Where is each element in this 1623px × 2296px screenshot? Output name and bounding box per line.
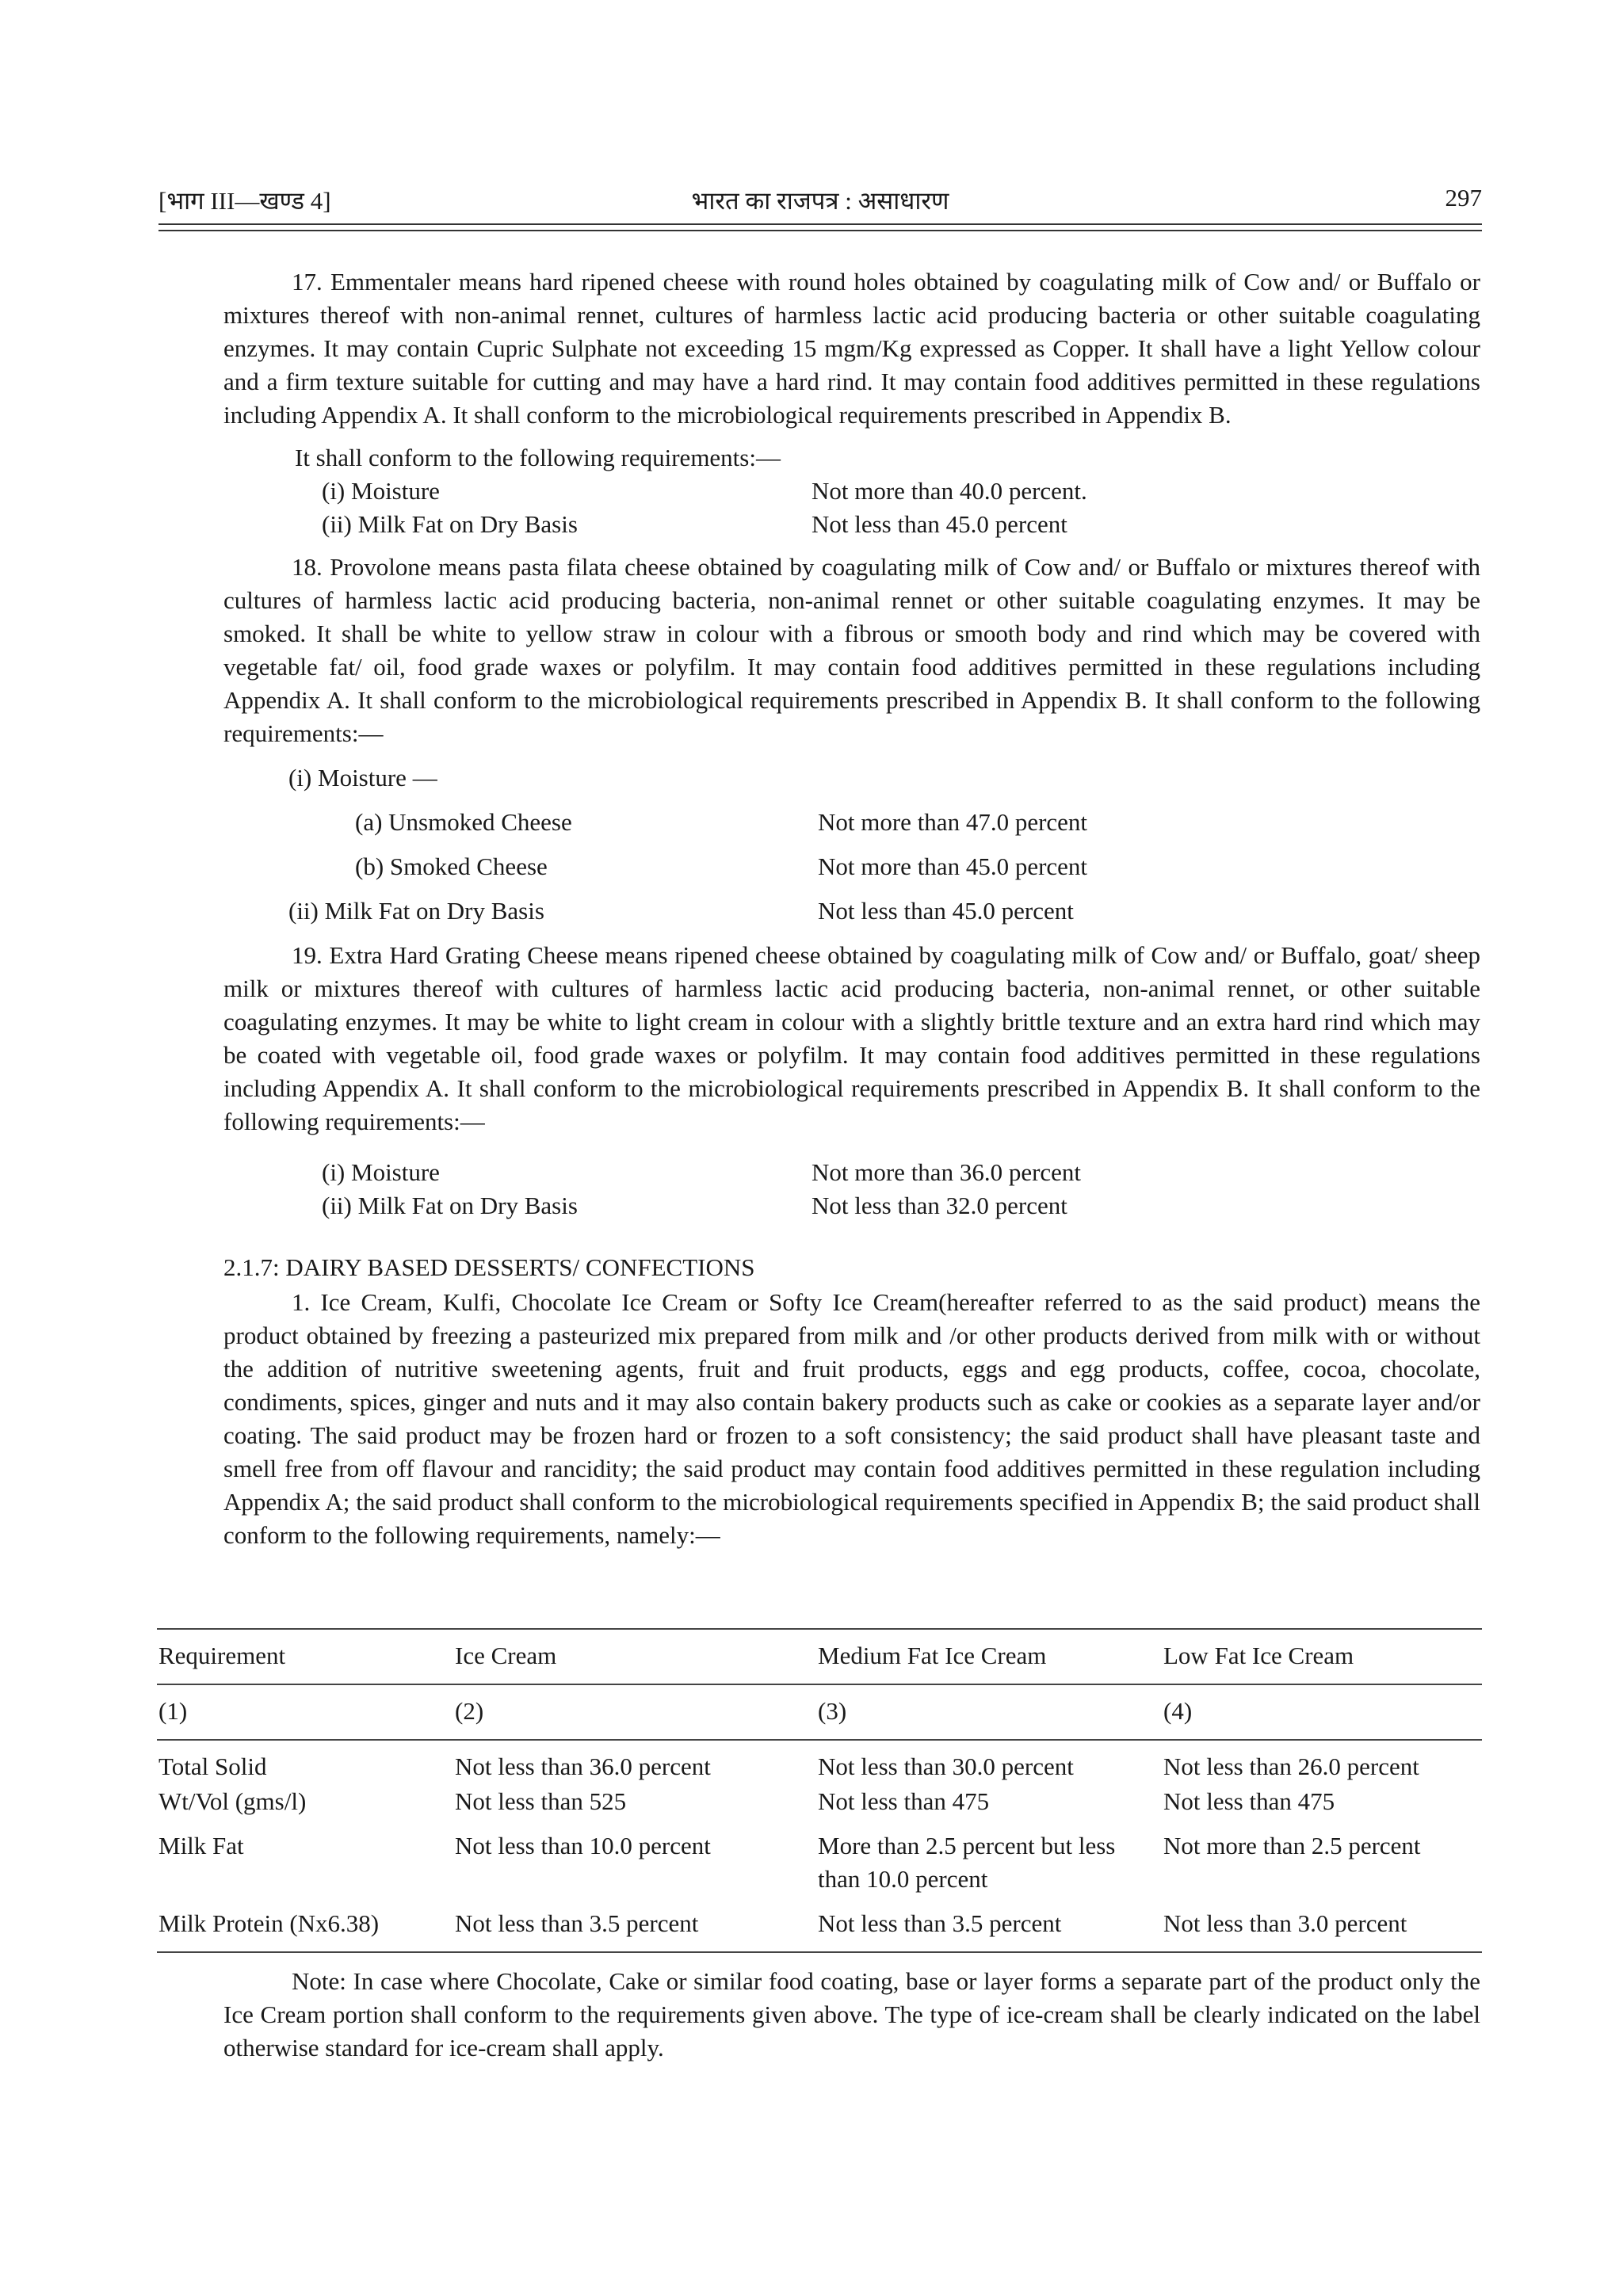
table-row — [157, 1785, 1482, 1829]
item-18-provolone: 18. Provolone means pasta filata cheese obtained by coagulating milk of Cow and/ or Buffalo or mixtures thereof with cultures of harmless lactic acid producing bacteria, non-animal rennet or other suitable coagulating enzymes. It may be smoked. It shall be white to yellow straw in colour with a fibrous or smooth body and rind which may be covered with vegetable fat/ oil, food grade waxes or polyfilm. It may contain food additives permitted in these regulations including Appendix A. It shall conform to the microbiological requirements prescribed in Appendix B. It shall conform to the following requirements:— — [223, 553, 1480, 747]
requirement-value: Not more than 40.0 percent. — [812, 477, 1087, 505]
table-header-row — [157, 1630, 1482, 1684]
requirement-name: (ii) Milk Fat on Dry Basis — [322, 510, 578, 538]
table-cell: Not less than 30.0 percent — [818, 1753, 1074, 1780]
section-heading: 2.1.7: DAIRY BASED DESSERTS/ CONFECTIONS — [223, 1253, 755, 1281]
table-cell: Not more than 2.5 percent — [1163, 1832, 1421, 1859]
table-cell: Milk Fat — [158, 1832, 244, 1859]
column-number: (3) — [818, 1697, 847, 1725]
table-row — [157, 1829, 1482, 1907]
column-header: Medium Fat Ice Cream — [818, 1642, 1047, 1669]
column-header: Low Fat Ice Cream — [1163, 1642, 1354, 1669]
column-number: (2) — [455, 1697, 484, 1725]
item-1-ice-cream: 1. Ice Cream, Kulfi, Chocolate Ice Cream or Softy Ice Cream(hereafter referred to as the said product) means the product obtained by freezing a pasteurized mix prepared from milk and /or other products derived from milk with or without the addition of nutritive sweetening agents, fruit and fruit products, eggs and egg products, coffee, cocoa, chocolate, condiments, spices, ginger and nuts and it may also contain bakery products such as cake or cookies as a separate layer and/or coating. The said product may be frozen hard or frozen to a soft consistency; the said product shall have pleasant taste and smell free from off flavour and rancidity; the said product may contain food additives permitted in these regulation including Appendix A; the said product shall conform to the microbiological requirements specified in Appendix B; the said product shall conform to the following requirements, namely:— — [223, 1288, 1480, 1549]
gazette-title: भारत का राजपत्र : असाधारण — [691, 187, 949, 215]
requirement-name: (ii) Milk Fat on Dry Basis — [288, 897, 544, 925]
note-block — [223, 1965, 1480, 2065]
table-cell: Not less than 525 — [455, 1787, 627, 1815]
item-17-intro-row — [223, 441, 1480, 475]
table-cell: More than 2.5 percent but less than 10.0 percent — [818, 1832, 1116, 1893]
table-cell: Not less than 3.5 percent — [818, 1909, 1062, 1937]
table-cell: Wt/Vol (gms/l) — [158, 1787, 307, 1815]
table-row — [157, 1741, 1482, 1785]
header-rule-bottom — [158, 230, 1482, 231]
requirement-row — [223, 508, 1480, 541]
requirement-name: (i) Moisture — [322, 1158, 440, 1186]
table-cell: Not less than 26.0 percent — [1163, 1753, 1419, 1780]
table-rule — [157, 1951, 1482, 1953]
table-cell: Milk Protein (Nx6.38) — [158, 1909, 380, 1937]
requirement-row — [223, 850, 1480, 894]
table-row — [157, 1907, 1482, 1951]
requirement-row — [223, 1156, 1480, 1189]
ice-cream-requirements-table — [157, 1628, 1482, 1953]
requirement-value: Not more than 45.0 percent — [818, 852, 1088, 880]
requirement-row — [223, 1189, 1480, 1222]
page-number: 297 — [1445, 184, 1482, 212]
requirement-name: (ii) Milk Fat on Dry Basis — [322, 1192, 578, 1219]
requirement-name: (b) Smoked Cheese — [355, 852, 548, 880]
requirement-row — [223, 806, 1480, 850]
requirement-name: (a) Unsmoked Cheese — [355, 808, 572, 836]
page-header — [158, 184, 1482, 223]
column-number: (1) — [158, 1697, 188, 1725]
requirement-value: Not less than 45.0 percent — [818, 897, 1074, 925]
column-number: (4) — [1163, 1697, 1193, 1725]
requirement-name: (i) Moisture — — [288, 764, 437, 791]
table-cell: Not less than 475 — [818, 1787, 990, 1815]
column-header: Ice Cream — [455, 1642, 557, 1669]
part-section-label: [भाग III—खण्ड 4] — [158, 187, 331, 215]
requirement-row — [223, 761, 1480, 806]
requirement-value: Not less than 45.0 percent — [812, 510, 1067, 538]
table-cell: Not less than 475 — [1163, 1787, 1335, 1815]
table-cell: Not less than 3.5 percent — [455, 1909, 699, 1937]
requirement-name: (i) Moisture — [322, 477, 440, 505]
column-header: Requirement — [158, 1642, 286, 1669]
table-cell: Not less than 3.0 percent — [1163, 1909, 1407, 1937]
table-cell: Not less than 10.0 percent — [455, 1832, 711, 1859]
requirement-value: Not less than 32.0 percent — [812, 1192, 1067, 1219]
requirement-value: Not more than 36.0 percent — [812, 1158, 1082, 1186]
note-text: Note: In case where Chocolate, Cake or similar food coating, base or layer forms a separate part of the product only the Ice Cream portion shall conform to the requirements given above. The type of ice-cream shall be clearly indicated on the label otherwise standard for ice-cream shall apply. — [223, 1967, 1480, 2061]
document-body — [223, 265, 1480, 1552]
table-cell: Total Solid — [158, 1753, 267, 1780]
requirement-row — [223, 894, 1480, 939]
table-number-row — [157, 1685, 1482, 1739]
item-19-extra-hard-grating-cheese: 19. Extra Hard Grating Cheese means ripened cheese obtained by coagulating milk of Cow and/ or Buffalo, goat/ sheep milk or mixtures thereof with cultures of harmless lactic acid producing bacteria, non-animal rennet, or other suitable coagulating enzymes. It may be white to light cream in colour with a slightly brittle texture and an extra hard rind which may be coated with vegetable oil, food grade waxes or polyfilm. It may contain food additives permitted in these regulations including Appendix A. It shall conform to the microbiological requirements prescribed in Appendix B. It shall conform to the following requirements:— — [223, 941, 1480, 1135]
item-17-emmentaler: 17. Emmentaler means hard ripened cheese with round holes obtained by coagulating milk of Cow and/ or Buffalo or mixtures thereof with non-animal rennet, cultures of harmless lactic acid producing bacteria or other suitable coagulating enzymes. It may contain Cupric Sulphate not exceeding 15 mgm/Kg expressed as Copper. It shall have a light Yellow colour and a firm texture suitable for cutting and may have a hard rind. It may contain food additives permitted in these regulations including Appendix A. It shall conform to the microbiological requirements prescribed in Appendix B. — [223, 268, 1480, 429]
requirement-value: Not more than 47.0 percent — [818, 808, 1088, 836]
table-cell: Not less than 36.0 percent — [455, 1753, 711, 1780]
header-rule-top — [158, 223, 1482, 225]
item-17-intro: It shall conform to the following requirements:— — [295, 444, 781, 471]
requirement-row — [223, 475, 1480, 508]
